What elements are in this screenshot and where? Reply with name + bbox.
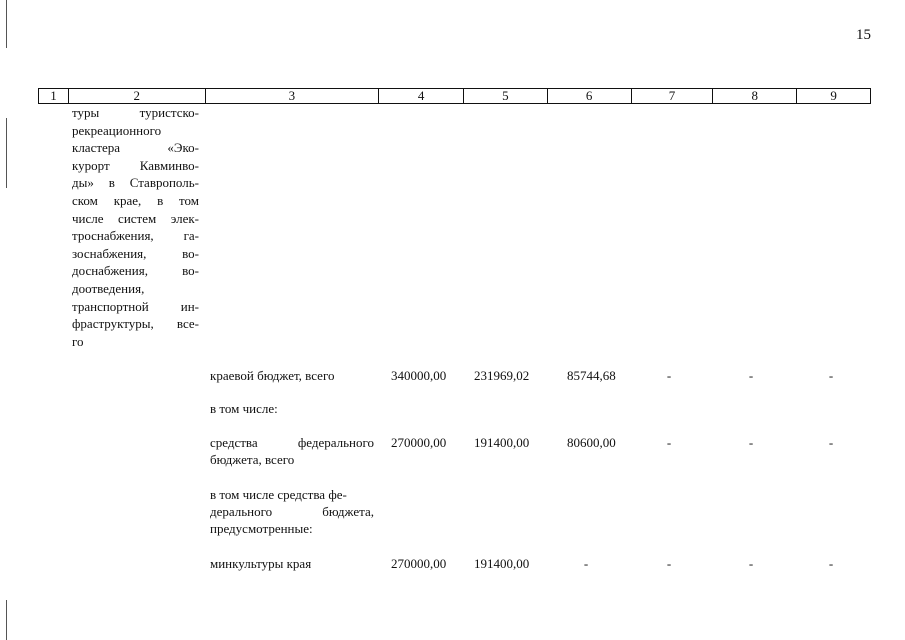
page-number: 15: [856, 27, 871, 43]
object-name-word: фраструктуры,: [72, 316, 154, 332]
value-col-5: 191400,00: [474, 556, 530, 571]
funding-source-label-line: [210, 503, 374, 520]
object-name-word: Кавминво-: [139, 157, 199, 173]
value-col-5: 191400,00: [474, 435, 530, 450]
object-name-line: [72, 122, 199, 140]
object-name-word: транспортной: [72, 298, 149, 314]
value-col-8: -: [748, 435, 754, 450]
object-name-line: [72, 104, 199, 122]
funding-source-label-line: бюджета, всего: [210, 452, 295, 467]
object-name-line: [72, 280, 199, 298]
funding-source-label: [210, 434, 374, 468]
funding-source-label: [210, 486, 374, 537]
object-name-word: ин-: [180, 298, 199, 314]
table-header-row: [38, 88, 871, 104]
column-header-8: 8: [713, 89, 797, 103]
column-header-5: 5: [464, 89, 548, 103]
column-header-1: 1: [39, 89, 69, 103]
object-name-line: [72, 174, 199, 192]
funding-source-label-line: [210, 434, 374, 451]
object-name-word: ды»: [72, 175, 94, 191]
label-word: бюджета,: [322, 504, 374, 519]
value-col-6: -: [583, 556, 589, 571]
object-name-line: [72, 210, 199, 228]
column-header-7: 7: [632, 89, 714, 103]
object-name-line: [72, 298, 199, 316]
column-header-3: 3: [206, 89, 380, 103]
value-col-9: -: [828, 435, 834, 450]
object-name-word: доснабжения,: [72, 263, 148, 279]
object-name-word: во-: [182, 263, 199, 279]
object-name-line: [72, 315, 199, 333]
value-col-5: 231969,02: [474, 368, 530, 383]
object-name-word: том: [179, 192, 199, 208]
object-name-line: [72, 262, 199, 280]
object-name-word: в: [108, 175, 115, 191]
object-name-word: систем: [118, 210, 157, 226]
column-header-6: 6: [548, 89, 632, 103]
label-word: средства: [210, 435, 258, 450]
column-header-4: 4: [379, 89, 464, 103]
object-name-word: га-: [183, 228, 199, 244]
object-name-line: [72, 139, 199, 157]
value-col-6: 80600,00: [567, 435, 616, 450]
page-edge-line: [6, 600, 7, 640]
value-col-8: -: [748, 556, 754, 571]
object-name-word: го: [72, 333, 84, 349]
funding-source-label: минкультуры края: [210, 556, 312, 571]
object-name-word: «Эко-: [167, 140, 199, 156]
object-name-word: троснабжения,: [72, 228, 154, 244]
object-name-word: туристско-: [139, 105, 199, 120]
value-col-7: -: [666, 556, 672, 571]
value-col-6: 85744,68: [567, 368, 616, 383]
object-name-word: ском: [72, 192, 98, 208]
object-name-word: элек-: [170, 210, 199, 226]
object-name-line: [72, 192, 199, 210]
label-word: федерального: [297, 435, 374, 450]
object-name-line: [72, 245, 199, 263]
value-col-4: 340000,00: [391, 368, 447, 383]
object-name-word: во-: [182, 245, 199, 261]
column-header-2: 2: [69, 89, 206, 103]
object-name-word: курорт: [72, 157, 110, 173]
funding-source-label-line: в том числе средства фе-: [210, 487, 347, 502]
page-edge-line: [6, 118, 7, 188]
page-edge-line: [6, 0, 7, 48]
value-col-4: 270000,00: [391, 556, 447, 571]
object-name-line: [72, 157, 199, 175]
value-col-7: -: [666, 435, 672, 450]
object-name-word: Ставрополь-: [129, 175, 199, 191]
value-col-7: -: [666, 368, 672, 383]
value-col-8: -: [748, 368, 754, 383]
value-col-9: -: [828, 556, 834, 571]
object-name-word: крае,: [113, 192, 142, 208]
object-name-cell: [72, 104, 199, 350]
object-name-word: доотведения,: [72, 280, 145, 296]
object-name-line: [72, 333, 199, 351]
funding-source-label: в том числе:: [210, 401, 278, 416]
value-col-9: -: [828, 368, 834, 383]
object-name-line: [72, 227, 199, 245]
object-name-word: кластера: [72, 140, 121, 156]
object-name-word: в: [157, 192, 164, 208]
value-col-4: 270000,00: [391, 435, 447, 450]
object-name-word: все-: [176, 316, 199, 332]
object-name-word: числе: [72, 210, 104, 226]
object-name-word: туры: [72, 105, 100, 120]
object-name-word: зоснабжения,: [72, 245, 147, 261]
column-header-9: 9: [830, 88, 837, 103]
funding-source-label: краевой бюджет, всего: [210, 368, 335, 383]
funding-source-label-line: предусмотренные:: [210, 521, 313, 536]
label-word: дерального: [210, 504, 273, 519]
object-name-word: рекреационного: [72, 122, 162, 138]
